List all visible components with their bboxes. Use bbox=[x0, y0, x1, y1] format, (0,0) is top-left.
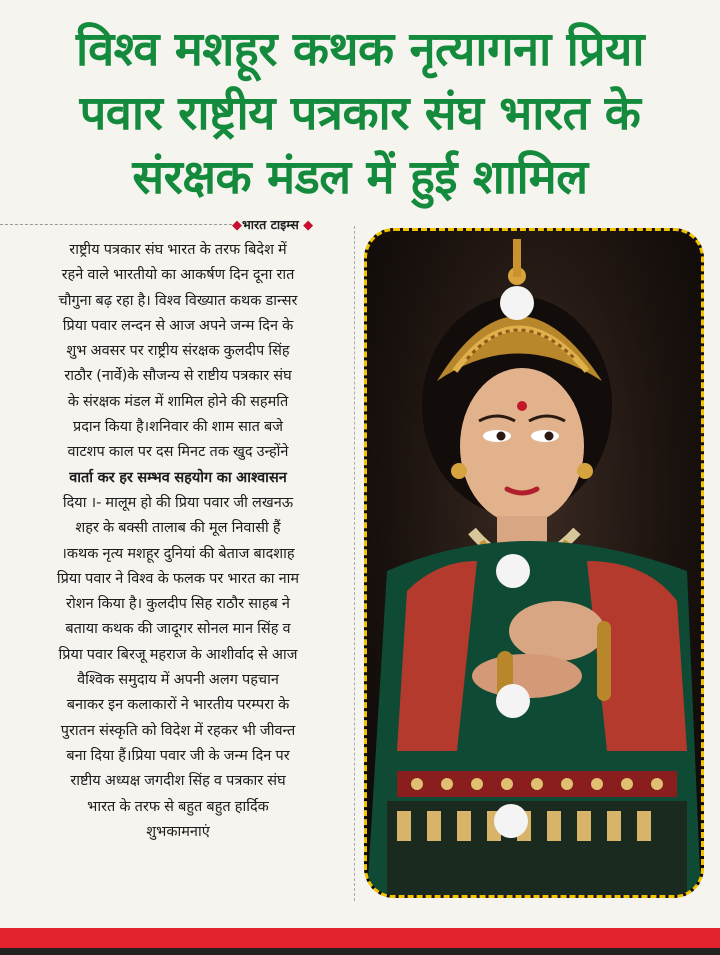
article-line: बनाकर इन कलाकारों ने भारतीय परम्परा के bbox=[66, 697, 290, 714]
article-line: राठौर (नार्वे)के सौजन्य से राष्टीय पत्रकार संघ bbox=[64, 368, 292, 385]
article-line: बताया कथक की जादूगर सोनल मान सिंह व bbox=[65, 621, 291, 638]
headline-line-3: संरक्षक मंडल में हुई शामिल bbox=[132, 150, 588, 205]
article-line: प्रिया पवार बिरजू महराज के आशीर्वाद से आज bbox=[58, 646, 298, 663]
diamond-icon: ◆ bbox=[232, 218, 242, 233]
article-line: राष्टीय अध्यक्ष जगदीश सिंह व पत्रकार संघ bbox=[70, 773, 286, 790]
article-line: शहर के बक्सी तालाब की मूल निवासी हैं bbox=[75, 520, 281, 537]
article-line: प्रिया पवार लन्दन से आज अपने जन्म दिन के bbox=[62, 317, 294, 334]
article-line: शुभ अवसर पर राष्ट्रीय संरक्षक कुलदीप सिंह bbox=[66, 343, 290, 360]
bottom-red-bar bbox=[0, 928, 720, 948]
source-divider bbox=[0, 224, 232, 226]
article-line: रहने वाले भारतीयो का आकर्षण दिन दूना रात bbox=[61, 267, 295, 284]
headline bbox=[0, 18, 720, 210]
article-line: बना दिया हैं।प्रिया पवार जी के जन्म दिन पर bbox=[66, 747, 290, 764]
headline-line-2: पवार राष्ट्रीय पत्रकार संघ भारत के bbox=[79, 86, 641, 141]
article-line: दिया ।- मालूम हो की प्रिया पवार जी लखनऊ bbox=[62, 494, 294, 511]
article-line: राष्ट्रीय पत्रकार संघ भारत के तरफ बिदेश में bbox=[69, 242, 287, 258]
article-line: चौगुना बढ़ रहा है। विश्व विख्यात कथक डान्सर bbox=[58, 292, 298, 309]
article-line: प्रदान किया है।शनिवार की शाम सात बजे bbox=[72, 419, 284, 436]
diamond-icon: ◆ bbox=[303, 218, 314, 233]
article-line-bold: वार्ता कर हर सम्भव सहयोग का आश्वासन bbox=[69, 469, 287, 486]
article-line: वैश्विक समुदाय में अपनी अलग पहचान bbox=[77, 672, 279, 689]
dancer-photo bbox=[364, 228, 704, 898]
article-line: प्रिया पवार ने विश्व के फलक पर भारत का नाम bbox=[56, 570, 300, 587]
article-line: शुभकामनाएं bbox=[146, 823, 210, 840]
source-credit bbox=[232, 216, 313, 233]
dancer-illustration bbox=[367, 231, 701, 895]
article-line: वाटशप काल पर दस मिनट तक खुद उन्होंने bbox=[67, 444, 289, 461]
article-body bbox=[0, 238, 356, 845]
article-line: रोशन किया है। कुलदीप सिह राठौर साहब ने bbox=[66, 596, 290, 613]
bottom-dark-bar bbox=[0, 948, 720, 955]
article-line: भारत के तरफ से बहुत बहुत हार्दिक bbox=[87, 798, 269, 815]
article-line: पुरातन संस्कृति को विदेश में रहकर भी जीवन्त bbox=[60, 722, 296, 739]
article-line: के संरक्षक मंडल में शामिल होने की सहमति bbox=[67, 393, 289, 410]
headline-line-1: विश्व मशहूर कथक नृत्यागना प्रिया bbox=[75, 22, 645, 77]
article-line: ।कथक नृत्य मशहूर दुनियां की बेताज बादशाह bbox=[61, 545, 295, 562]
source-label: भारत टाइम्स bbox=[242, 217, 299, 232]
